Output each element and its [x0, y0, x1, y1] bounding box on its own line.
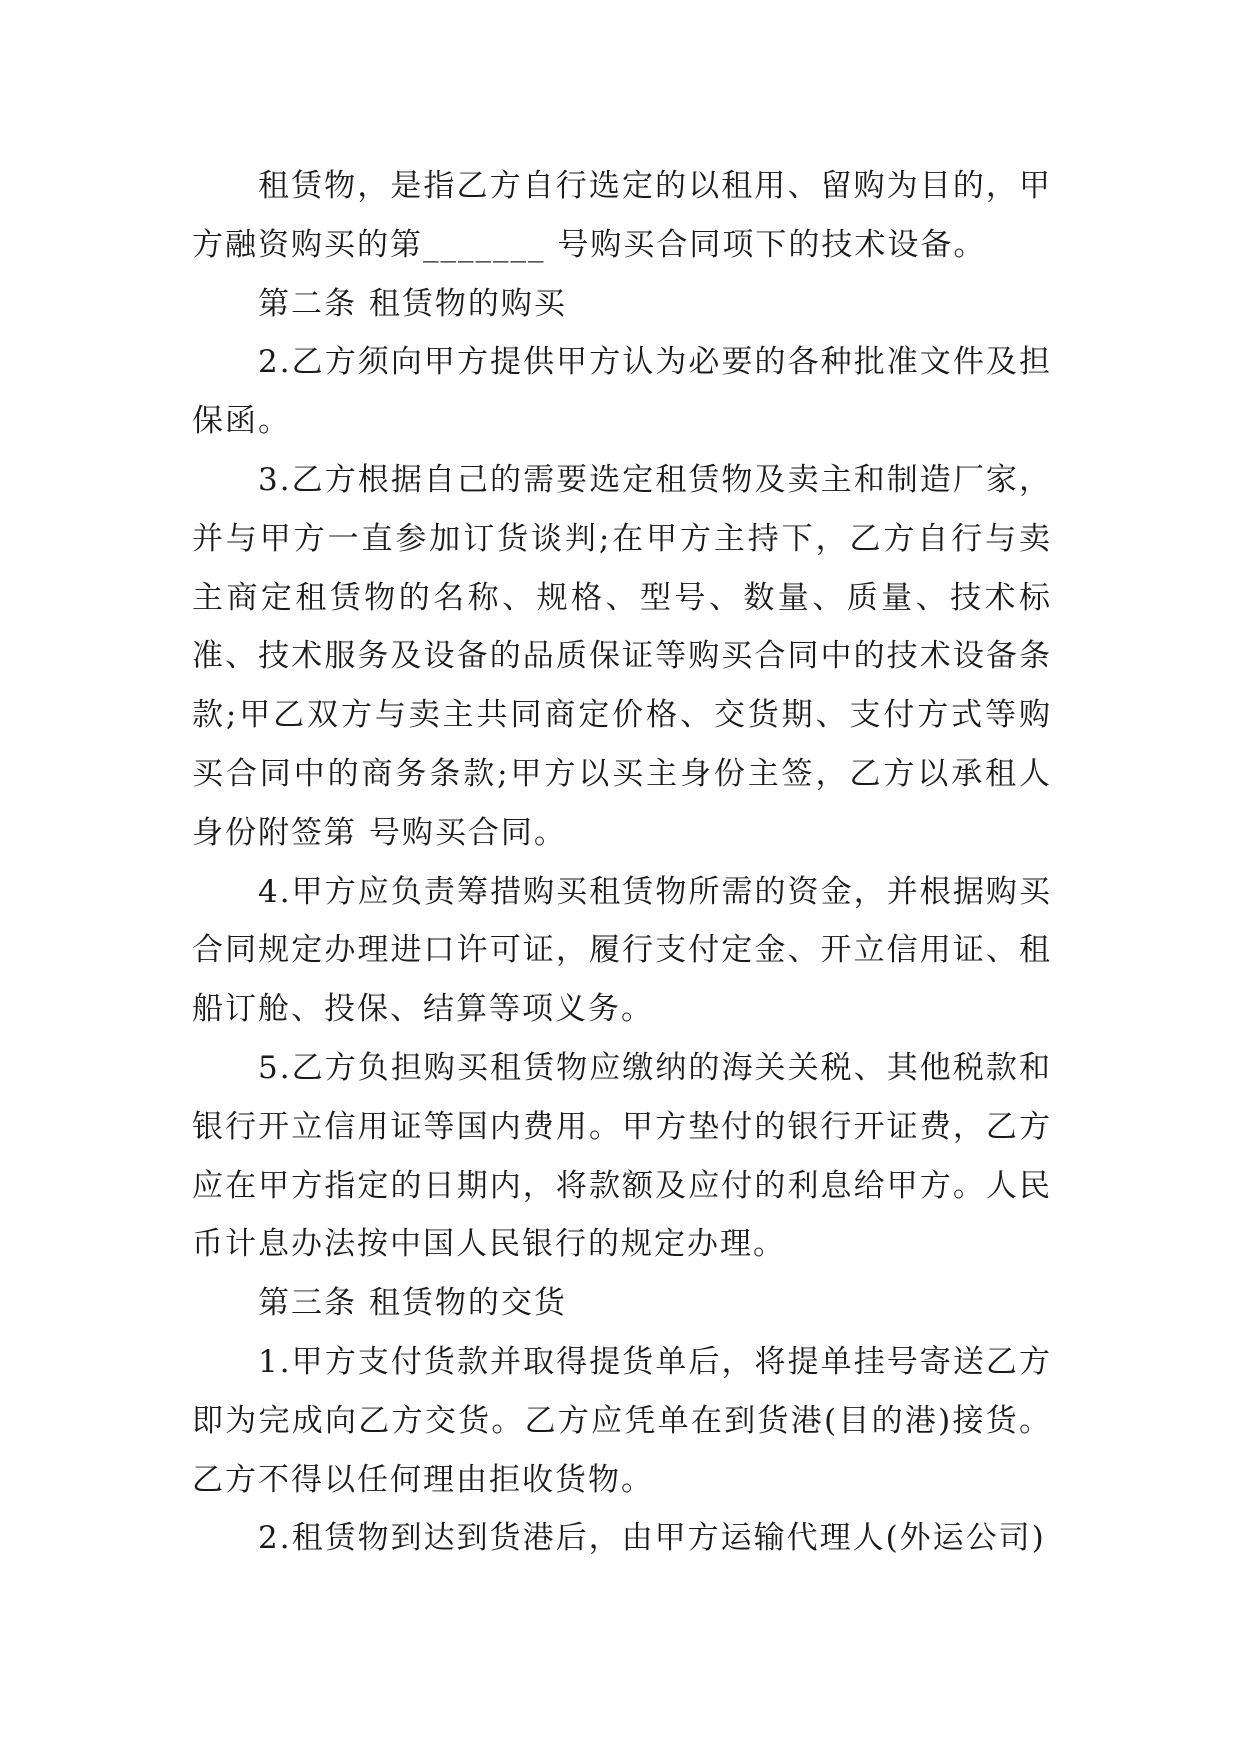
paragraph-definition: 租赁物，是指乙方自行选定的以租用、留购为目的，甲方融资购买的第_______ 号购买合同项下的技术设备。	[192, 168, 1052, 263]
clause-3-1: 1.甲方支付货款并取得提货单后，将提单挂号寄送乙方即为完成向乙方交货。乙方应凭单在到货港(目的港)接货。乙方不得以任何理由拒收货物。	[192, 1343, 1052, 1498]
clause-2-5: 5.乙方负担购买租赁物应缴纳的海关关税、其他税款和银行开立信用证等国内费用。甲方垫付的银行开证费，乙方应在甲方指定的日期内，将款额及应付的利息给甲方。人民币计息办法按中国人民银行的规定办理。	[192, 1049, 1052, 1263]
clause-2-2: 2.乙方须向甲方提供甲方认为必要的各种批准文件及担保函。	[192, 344, 1052, 440]
clause-2-4: 4.甲方应负责筹措购买租赁物所需的资金，并根据购买合同规定办理进口许可证，履行支付定金、开立信用证、租船订舱、投保、结算等项义务。	[192, 873, 1052, 1028]
clause-2-3: 3.乙方根据自己的需要选定租赁物及卖主和制造厂家，并与甲方一直参加订货谈判;在甲方主持下，乙方自行与卖主商定租赁物的名称、规格、型号、数量、质量、技术标准、技术服务及设备的品质保证等购买合同中的技术设备条款;甲乙双方与卖主共同商定价格、交货期、支付方式等购买合同中的商务条款;甲方以买主身份主签，乙方以承租人身份附签第 号购买合同。	[192, 461, 1052, 851]
heading-article-2: 第二条 租赁物的购买	[258, 285, 567, 322]
document-body	[192, 157, 1052, 1568]
heading-article-3: 第三条 租赁物的交货	[258, 1285, 567, 1322]
clause-3-2: 2.租赁物到达到货港后，由甲方运输代理人(外运公司)	[258, 1520, 1046, 1557]
